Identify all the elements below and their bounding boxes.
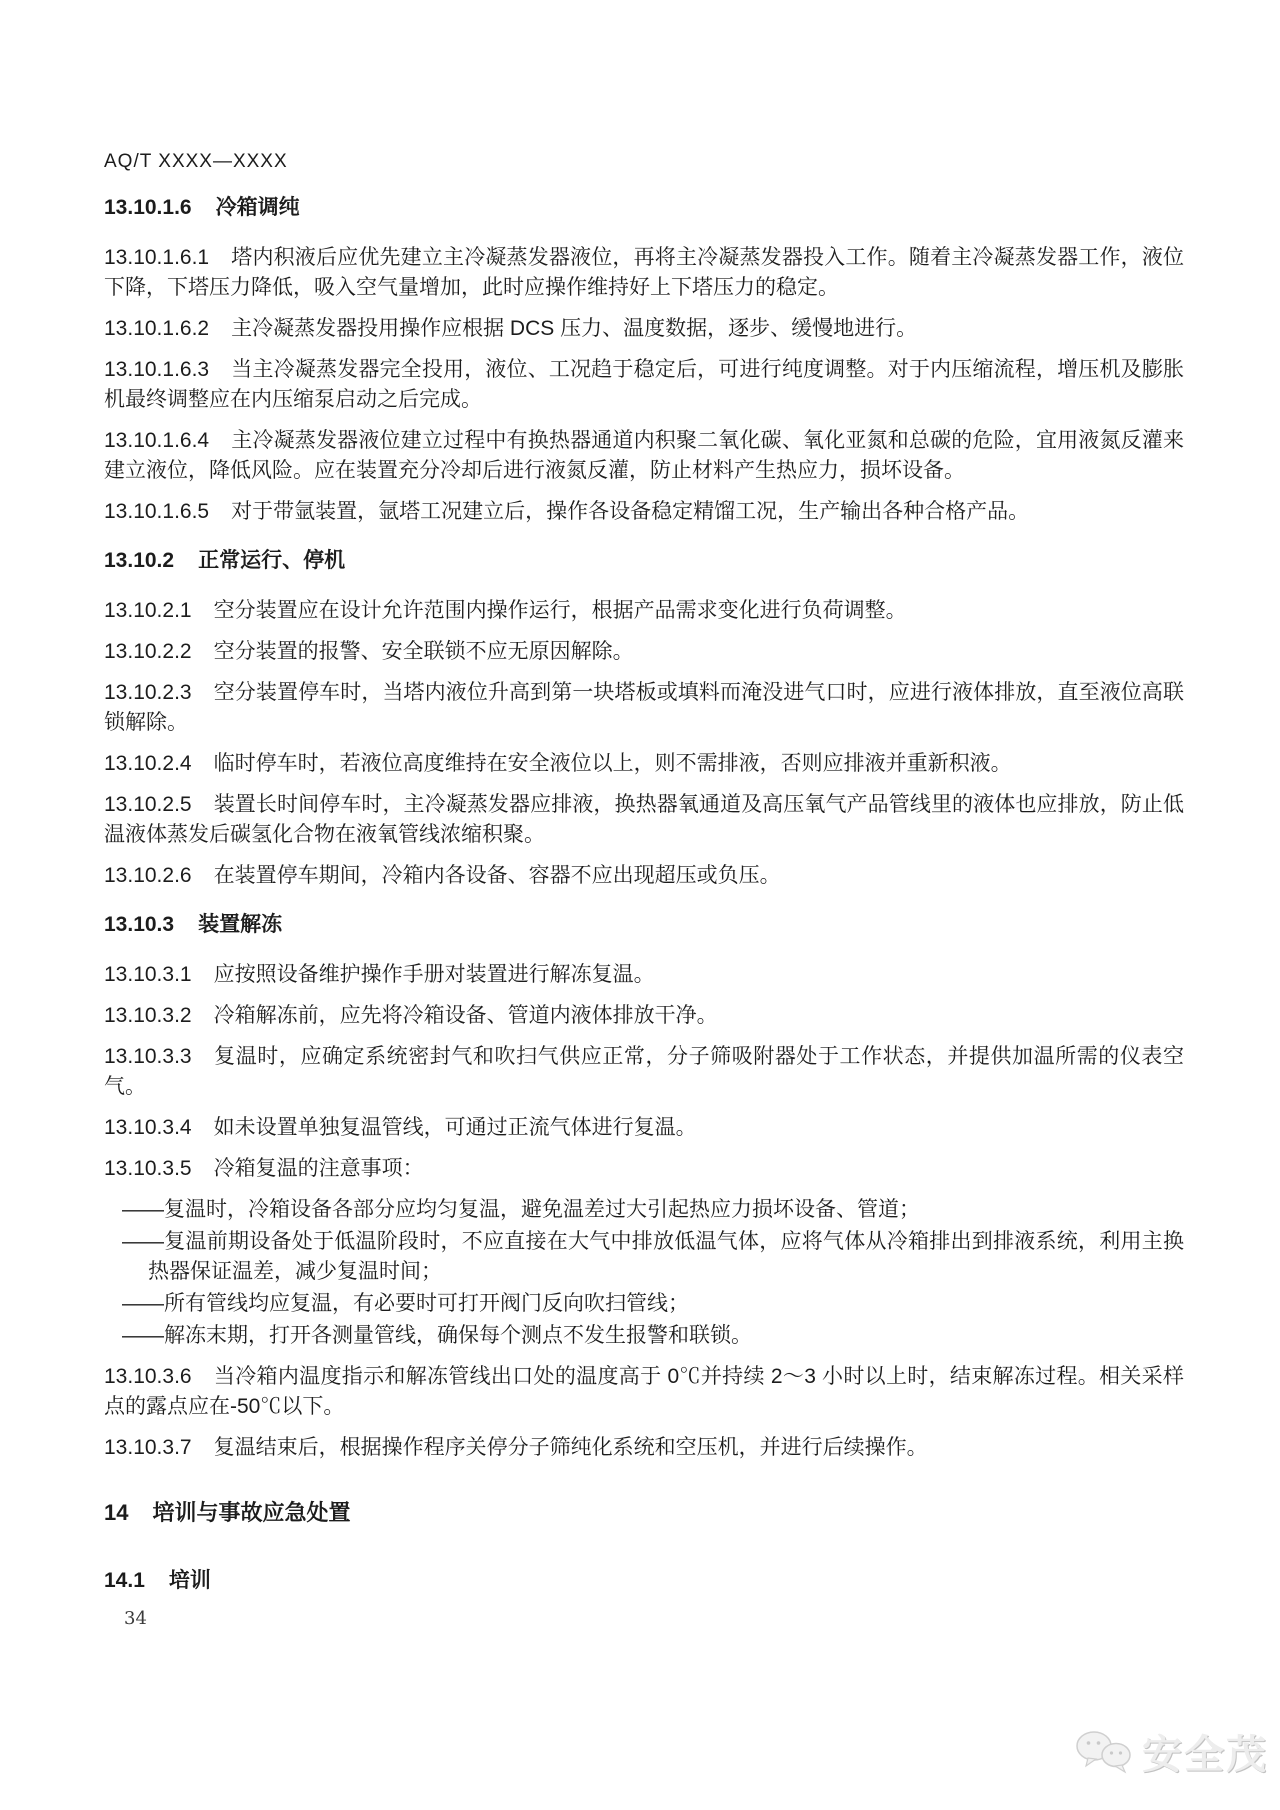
clause-text: 培训与事故应急处置 — [152, 1500, 351, 1525]
clause-paragraph — [104, 1001, 1184, 1031]
clause-number: 13.10.1.6.3 — [104, 358, 210, 381]
subsection-heading — [104, 546, 1184, 576]
clause-text: 装置长时间停车时，主冷凝蒸发器应排液，换热器氧通道及高压氧气产品管线里的液体也应排放，防止低温液体蒸发后碳氢化合物在液氧管线浓缩积聚。 — [104, 793, 1184, 846]
clause-paragraph — [104, 1042, 1184, 1102]
clause-number: 13.10.3.7 — [104, 1436, 192, 1459]
clause-text: 塔内积液后应优先建立主冷凝蒸发器液位，再将主冷凝蒸发器投入工作。随着主冷凝蒸发器工作，液位下降，下塔压力降低，吸入空气量增加，此时应操作维持好上下塔压力的稳定。 — [104, 246, 1184, 299]
clause-number: 13.10.2 — [104, 549, 175, 572]
page-number: 34 — [124, 1608, 147, 1629]
clause-paragraph — [104, 314, 1184, 344]
wechat-icon — [1074, 1728, 1136, 1776]
clause-text: 主冷凝蒸发器投用操作应根据 DCS 压力、温度数据，逐步、缓慢地进行。 — [231, 317, 918, 340]
clause-paragraph — [104, 596, 1184, 626]
clause-paragraph — [104, 355, 1184, 415]
section-heading — [104, 1566, 1184, 1596]
clause-text: ——复温时，冷箱设备各部分应均匀复温，避免温差过大引起热应力损坏设备、管道； — [122, 1198, 920, 1221]
clause-text: 主冷凝蒸发器液位建立过程中有换热器通道内积聚二氧化碳、氧化亚氮和总碳的危险，宜用液氮反灌来建立液位，降低风险。应在装置充分冷却后进行液氮反灌，防止材料产生热应力，损坏设备。 — [104, 429, 1184, 482]
subsection-heading — [104, 193, 1184, 223]
clause-text: 冷箱复温的注意事项： — [213, 1157, 424, 1180]
clause-text: ——解冻末期，打开各测量管线，确保每个测点不发生报警和联锁。 — [122, 1324, 752, 1347]
clause-paragraph — [104, 678, 1184, 738]
clause-text: 冷箱调纯 — [215, 196, 300, 219]
clause-text: 空分装置停车时，当塔内液位升高到第一块塔板或填料而淹没进气口时，应进行液体排放，直至液位高联锁解除。 — [104, 681, 1184, 734]
document-body — [104, 193, 1184, 1596]
clause-text: 当冷箱内温度指示和解冻管线出口处的温度高于 0℃并持续 2～3 小时以上时，结束解冻过程。相关采样点的露点应在-50℃以下。 — [104, 1365, 1184, 1418]
clause-paragraph — [104, 637, 1184, 667]
clause-text: ——所有管线均应复温，有必要时可打开阀门反向吹扫管线； — [122, 1292, 689, 1315]
clause-number: 13.10.2.2 — [104, 640, 192, 663]
clause-number: 13.10.3.2 — [104, 1004, 192, 1027]
clause-number: 13.10.1.6.1 — [104, 246, 210, 269]
clause-number: 13.10.3.4 — [104, 1116, 192, 1139]
clause-text: 空分装置的报警、安全联锁不应无原因解除。 — [213, 640, 634, 663]
document-code-header: AQ/T XXXX—XXXX — [104, 151, 288, 172]
dash-list-item — [104, 1195, 1184, 1225]
clause-text: 培训 — [168, 1569, 211, 1592]
clause-number: 13.10.3.1 — [104, 963, 192, 986]
clause-text: 如未设置单独复温管线，可通过正流气体进行复温。 — [213, 1116, 697, 1139]
clause-text: 冷箱解冻前，应先将冷箱设备、管道内液体排放干净。 — [213, 1004, 718, 1027]
clause-text: 装置解冻 — [198, 913, 283, 936]
clause-text: 复温时，应确定系统密封气和吹扫气供应正常，分子筛吸附器处于工作状态，并提供加温所需的仪表空气。 — [104, 1045, 1184, 1098]
clause-number: 13.10.2.4 — [104, 752, 192, 775]
clause-text: ——复温前期设备处于低温阶段时，不应直接在大气中排放低温气体，应将气体从冷箱排出到排液系统，利用主换热器保证温差，减少复温时间； — [122, 1230, 1184, 1283]
clause-paragraph — [104, 426, 1184, 486]
watermark-label: 安全茂 — [1142, 1733, 1268, 1777]
clause-paragraph — [104, 497, 1184, 527]
watermark — [1074, 1723, 1268, 1780]
subsection-heading — [104, 910, 1184, 940]
clause-number: 13.10.1.6.4 — [104, 429, 210, 452]
clause-paragraph — [104, 1433, 1184, 1463]
clause-number: 13.10.2.3 — [104, 681, 192, 704]
dash-list-item — [104, 1321, 1184, 1351]
clause-number: 13.10.3.3 — [104, 1045, 192, 1068]
clause-number: 13.10.3.6 — [104, 1365, 192, 1388]
clause-paragraph — [104, 790, 1184, 850]
clause-paragraph — [104, 1154, 1184, 1184]
clause-paragraph — [104, 1362, 1184, 1422]
clause-number: 13.10.3 — [104, 913, 175, 936]
clause-paragraph — [104, 861, 1184, 891]
clause-text: 正常运行、停机 — [198, 549, 346, 572]
clause-number: 13.10.3.5 — [104, 1157, 192, 1180]
clause-number: 13.10.2.5 — [104, 793, 192, 816]
clause-text: 当主冷凝蒸发器完全投用，液位、工况趋于稳定后，可进行纯度调整。对于内压缩流程，增压机及膨胀机最终调整应在内压缩泵启动之后完成。 — [104, 358, 1184, 411]
clause-paragraph — [104, 749, 1184, 779]
dash-list-item — [104, 1227, 1184, 1287]
clause-number: 14 — [104, 1500, 129, 1525]
clause-number: 13.10.1.6.2 — [104, 317, 210, 340]
clause-text: 在装置停车期间，冷箱内各设备、容器不应出现超压或负压。 — [213, 864, 781, 887]
clause-text: 复温结束后，根据操作程序关停分子筛纯化系统和空压机，并进行后续操作。 — [213, 1436, 928, 1459]
clause-number: 13.10.2.6 — [104, 864, 192, 887]
clause-text: 应按照设备维护操作手册对装置进行解冻复温。 — [213, 963, 655, 986]
clause-text: 对于带氩装置，氩塔工况建立后，操作各设备稳定精馏工况，生产输出各种合格产品。 — [231, 500, 1030, 523]
clause-number: 14.1 — [104, 1569, 145, 1592]
clause-paragraph — [104, 960, 1184, 990]
clause-text: 临时停车时，若液位高度维持在安全液位以上，则不需排液，否则应排液并重新积液。 — [213, 752, 1012, 775]
chapter-heading — [104, 1498, 1184, 1528]
clause-number: 13.10.1.6 — [104, 196, 192, 219]
clause-paragraph — [104, 243, 1184, 303]
dash-list-item — [104, 1289, 1184, 1319]
clause-number: 13.10.1.6.5 — [104, 500, 210, 523]
clause-paragraph — [104, 1113, 1184, 1143]
clause-number: 13.10.2.1 — [104, 599, 192, 622]
clause-text: 空分装置应在设计允许范围内操作运行，根据产品需求变化进行负荷调整。 — [213, 599, 907, 622]
